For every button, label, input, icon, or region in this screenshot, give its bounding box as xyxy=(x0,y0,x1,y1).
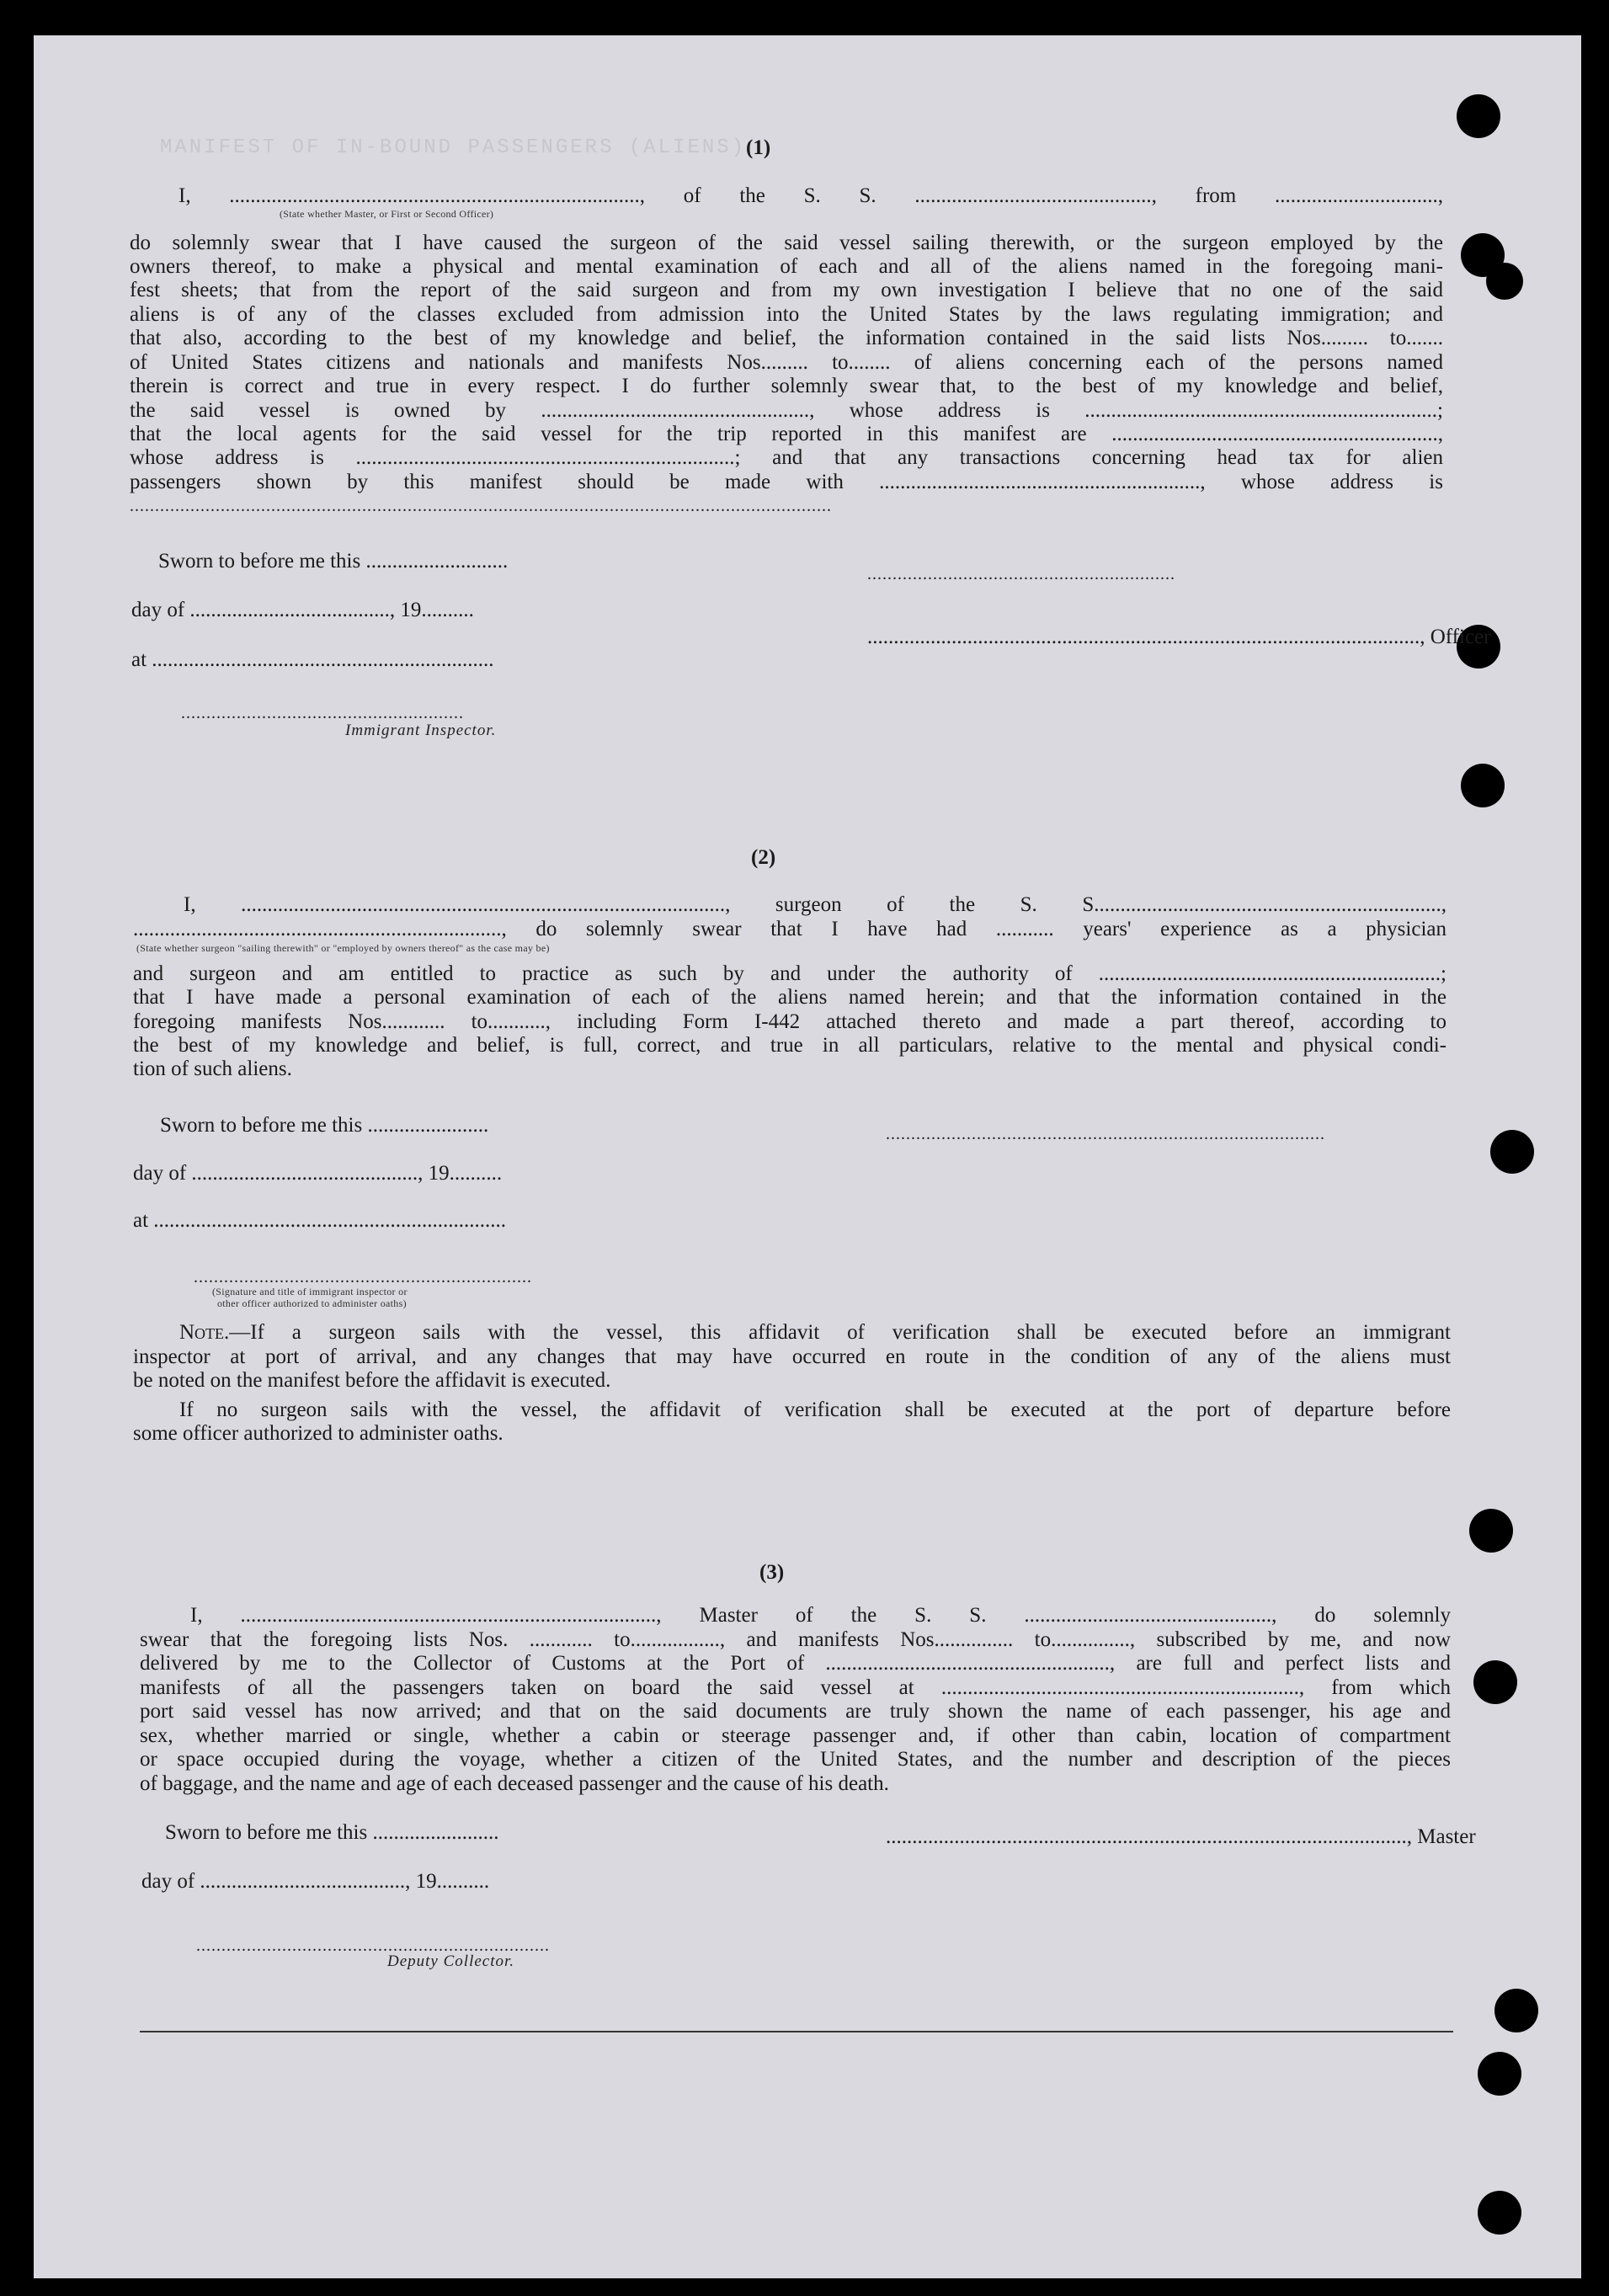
section-number: (3) xyxy=(759,1561,785,1584)
inspector-caption: Immigrant Inspector. xyxy=(345,722,497,739)
body-line: and surgeon and am entitled to practice as such by and under the authority of .................................................................; xyxy=(133,962,1447,985)
section1-intro-line: I, .............................................................................., of the S. S. ............................................., from ..............................., xyxy=(178,184,1443,207)
day-line: day of ..........................................., 19.......... xyxy=(133,1162,503,1185)
at-line: at ................................................................. xyxy=(131,648,494,671)
body-line: that the local agents for the said vessel for the trip reported in this manifest are .............................................................., xyxy=(130,423,1443,445)
collector-signature-line: ...................................................................... xyxy=(196,1936,550,1955)
sworn-line: Sworn to before me this ........................... xyxy=(158,550,509,573)
body-line: manifests of all the passengers taken on board the said vessel at ...................................................................., from which xyxy=(140,1676,1451,1699)
officer-caption: other officer authorized to administer oaths) xyxy=(217,1297,407,1309)
body-line: I, ..............................................................................., Master of the S. S. ..............................................., do solemnly xyxy=(190,1604,1451,1627)
body-line: the best of my knowledge and belief, is full, correct, and true in all particulars, relative to the mental and physical condi- xyxy=(133,1034,1447,1057)
bleed-through-text: MANIFEST OF IN-BOUND PASSENGERS (ALIENS) xyxy=(160,136,747,159)
collector-caption: Deputy Collector. xyxy=(387,1952,515,1970)
section2-intro-line: ......................................................................, do solemnly swear that I have had ........... years' experience as a physician xyxy=(133,918,1447,940)
body-line: aliens is of any of the classes excluded from admission into the United States by the laws regulating immigration; and xyxy=(130,303,1443,326)
punch-hole xyxy=(1478,2191,1521,2235)
note-label: Note. xyxy=(179,1321,230,1344)
day-line: day of ......................................., 19.......... xyxy=(141,1870,490,1893)
punch-hole xyxy=(1486,263,1523,300)
body-line: of baggage, and the name and age of each deceased passenger and the cause of his death. xyxy=(140,1772,889,1795)
bottom-rule xyxy=(140,2031,1453,2032)
body-line: passengers shown by this manifest should be made with ............................................................., whose address is xyxy=(130,471,1443,493)
blank-line: ........................................................................................................................................... xyxy=(130,497,832,515)
punch-hole xyxy=(1461,764,1505,807)
at-line: at ................................................................... xyxy=(133,1209,507,1232)
body-line: that also, according to the best of my knowledge and belief, the information contained in the said lists Nos......... to....... xyxy=(130,327,1443,349)
signature-line: ....................................................................................... xyxy=(886,1125,1325,1143)
body-line: sex, whether married or single, whether a cabin or steerage passenger and, if other than cabin, location of compartment xyxy=(140,1724,1451,1747)
note-line: some officer authorized to administer oaths. xyxy=(133,1422,503,1445)
body-line: the said vessel is owned by ..................................................., whose address is ...................................................................; xyxy=(130,399,1443,422)
body-line: tion of such aliens. xyxy=(133,1057,292,1080)
inspector-signature-line: ........................................................ xyxy=(181,704,464,722)
punch-hole xyxy=(1469,1509,1513,1553)
officer-caption: (Signature and title of immigrant inspector or xyxy=(212,1286,408,1297)
officer-line: ........................................................................................................., Officer xyxy=(867,626,1491,648)
sworn-line: Sworn to before me this ........................ xyxy=(165,1821,499,1844)
body-line: foregoing manifests Nos............ to..........., including Form I-442 attached thereto and made a part thereof, according to xyxy=(133,1010,1447,1033)
day-line: day of ......................................, 19.......... xyxy=(131,599,474,621)
body-line: do solemnly swear that I have caused the surgeon of the said vessel sailing therewith, or the surgeon employed by the xyxy=(130,232,1443,254)
body-line: fest sheets; that from the report of the said surgeon and from my own investigation I believe that no one of the said xyxy=(130,279,1443,301)
note-line: If no surgeon sails with the vessel, the affidavit of verification shall be executed at the port of departure before xyxy=(179,1398,1451,1421)
body-line: of United States citizens and nationals and manifests Nos......... to........ of aliens concerning each of the persons named xyxy=(130,351,1443,374)
body-line: delivered by me to the Collector of Customs at the Port of ......................................................, are full and perfect lists and xyxy=(140,1652,1451,1675)
section-number: (1) xyxy=(746,136,771,159)
body-line: swear that the foregoing lists Nos. ............ to................., and manifests Nos............... to..............., subscribed by me, and now xyxy=(140,1628,1451,1651)
body-line: or space occupied during the voyage, whether a citizen of the United States, and the number and description of the pieces xyxy=(140,1748,1451,1771)
body-line: that I have made a personal examination of each of the aliens named herein; and that the information contained in the xyxy=(133,986,1447,1009)
punch-hole xyxy=(1457,94,1500,138)
note-line: inspector at port of arrival, and any changes that may have occurred en route in the condition of any of the aliens must xyxy=(133,1345,1451,1368)
note-line: be noted on the manifest before the affidavit is executed. xyxy=(133,1369,611,1392)
field-caption: (State whether surgeon "sailing therewith" or "employed by owners thereof" as the case may be) xyxy=(136,942,550,954)
punch-hole xyxy=(1473,1660,1517,1704)
note-text: —If a surgeon sails with the vessel, this affidavit of verification shall be executed before an immigrant xyxy=(229,1321,1451,1344)
master-line: ..................................................................................................., Master xyxy=(886,1825,1476,1848)
section2-intro-line: I, ............................................................................................, surgeon of the S. S.................................................................., xyxy=(184,893,1447,916)
body-line: therein is correct and true in every respect. I do further solemnly swear that, to the best of my knowledge and belief, xyxy=(130,375,1443,397)
body-line: whose address is ........................................................................; and that any transactions concerning head tax for alien xyxy=(130,446,1443,469)
punch-hole xyxy=(1494,1989,1538,2032)
sworn-line: Sworn to before me this ....................... xyxy=(160,1114,489,1137)
body-line: port said vessel has now arrived; and that on the said documents are truly shown the name of each passenger, his age and xyxy=(140,1700,1451,1723)
body-line: owners thereof, to make a physical and mental examination of each and all of the aliens named in the foregoing mani- xyxy=(130,255,1443,278)
note-line xyxy=(179,1320,1451,1345)
signature-line: ............................................................. xyxy=(867,565,1175,583)
section-number: (2) xyxy=(751,846,776,869)
field-caption: (State whether Master, or First or Second Officer) xyxy=(280,208,494,220)
punch-hole xyxy=(1490,1130,1534,1174)
punch-hole xyxy=(1478,2052,1521,2096)
document-page xyxy=(34,35,1581,2278)
officer-signature-line: ................................................................... xyxy=(194,1268,532,1287)
